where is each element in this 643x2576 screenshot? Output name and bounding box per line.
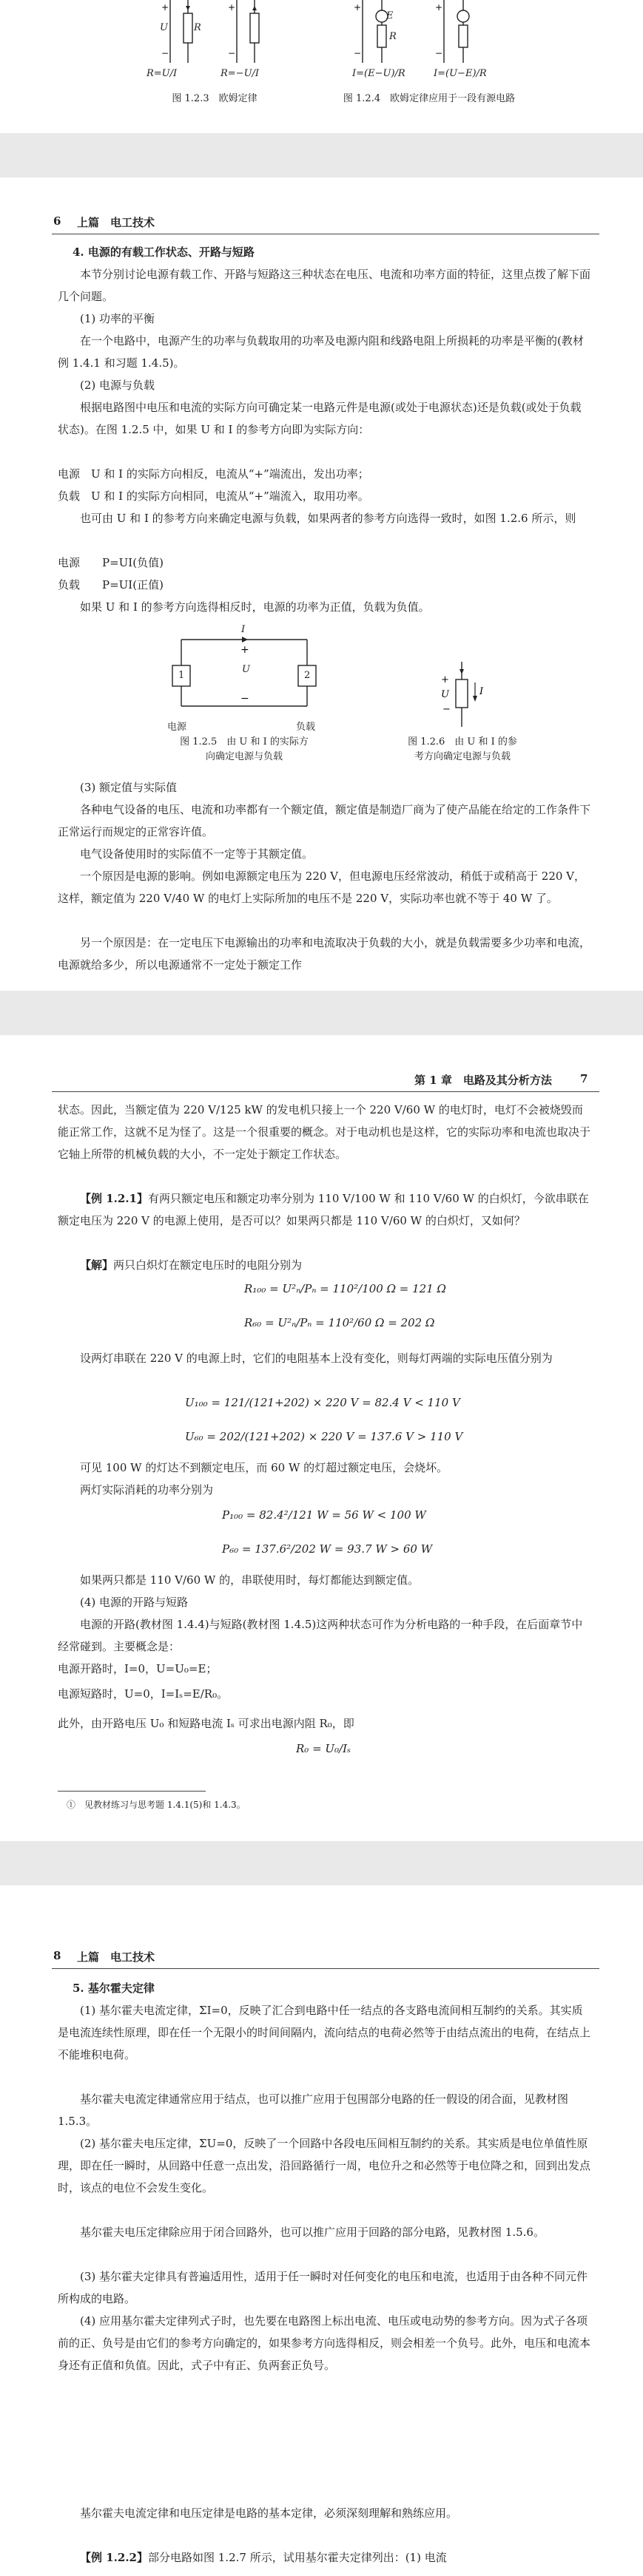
subheading: (3) 额定值与实际值 [80,781,178,794]
example-label: 【例 1.2.1】 [80,1192,148,1205]
fig-1-2-4-caption: 图 1.2.4 欧姆定律应用于一段有源电路 [343,93,516,104]
fig-1-2-4-formula-left: I=(E−U)/R [352,68,405,79]
page-header-title: 上篇 电工技术 [77,1950,155,1964]
subheading: (4) 电源的开路与短路 [80,1596,189,1609]
fig-1-2-3-left-circuit [155,0,215,67]
fig-1-2-4-label-e: E [386,10,394,21]
paragraph: 在一个电路中，电源产生的功率与负载取用的功率及电源内阻和线路电阻上所损耗的功率是平衡的(教材例 1.4.1 和习题 1.4.5)。 [58,334,584,370]
example [58,1187,590,1232]
section-heading: 5. 基尔霍夫定律 [73,1982,155,1995]
fig-1-2-5-box-1: 1 [178,670,185,681]
solution [58,1254,590,1276]
page-separator [0,991,643,1035]
paragraph: 状态。因此，当额定值为 220 V/125 kW 的发电机只接上一个 220 V/60 W 的电灯时，电灯不会被烧毁而能正常工作，这就不足为怪了。这是一个很重要的概念。对于电动机也是这样，它的实际功率和电流也取决于它轴上所带的机械负载的大小，不一定处于额定工作状态。 [58,1103,591,1161]
paragraph: 可见 100 W 的灯达不到额定电压，而 60 W 的灯超过额定电压，会烧坏。 [80,1461,448,1474]
equation-r60: R₆₀ = U²ₙ/Pₙ = 110²/60 Ω = 202 Ω [244,1316,435,1329]
page-header-number: 8 [53,1949,61,1962]
paragraph: (1) 基尔霍夫电流定律，ΣI=0，反映了汇合到电路中任一结点的各支路电流间相互制约的关系。其实质是电流连续性原理，即在任一个无限小的时间间隔内，流向结点的电荷必然等于由结点流出的电荷，在结点上不能堆积电荷。 [58,2004,591,2061]
paragraph: 电源短路时，U=0，I=Iₛ=E/R₀。 [58,1687,229,1701]
paragraph: (4) 应用基尔霍夫定律列式子时，也先要在电路图上标出电流、电压或电动势的参考方向。因为式子各项前的正、负号是由它们的参考方向确定的，如果参考方向选得相反，则会相差一个负号。此外，电压和电流本身还有正值和负值。因此，式子中有正、负两套正负号。 [58,2314,591,2372]
footnote-rule [58,1791,206,1792]
page-header-title: 上篇 电工技术 [77,216,155,229]
paragraph: 另一个原因是：在一定电压下电源输出的功率和电流取决于负载的大小，就是负载需要多少功率和电流，电源就给多少，所以电源通常不一定处于额定工作 [58,936,591,972]
fig-1-2-3-formula-right: R=−U/I [220,68,260,79]
paragraph: 一个原因是电源的影响。例如电源额定电压为 220 V，但电源电压经常波动，稍低于或稍高于 220 V，这样，额定值为 220 V/40 W 的电灯上实际所加的电压不是 220 V，实际功率也就不等于 40 W 了。 [58,870,586,905]
fig-1-2-6-caption: 图 1.2.6 由 U 和 I 的参考方向确定电源与负载 [408,736,517,762]
solution-label: 【解】 [80,1258,114,1272]
paragraph: 也可由 U 和 I 的参考方向来确定电源与负载，如果两者的参考方向选得一致时，如图 1.2.6 所示，则 [80,512,576,525]
svg-text:+: + [441,674,449,685]
fig-1-2-5-current-label: I [241,624,246,635]
fig-1-2-3-label-u: U [160,22,168,33]
fig-1-2-4-formula-right: I=(U−E)/R [434,68,487,79]
paragraph: 此外，由开路电压 U₀ 和短路电流 Iₛ 可求出电源内阻 R₀，即 [58,1717,354,1730]
solution-text: 两只白炽灯在额定电压时的电阻分别为 [113,1258,303,1272]
fig-1-2-4-left-circuit [348,0,414,67]
equation-p100: P₁₀₀ = 82.4²/121 W = 56 W < 100 W [222,1508,426,1522]
paragraph: 如果 U 和 I 的参考方向选得相反时，电源的功率为正值，负载为负值。 [80,600,430,614]
page-header-title: 第 1 章 电路及其分析方法 [414,1074,552,1087]
paragraph: 基尔霍夫电流定律通常应用于结点，也可以推广应用于包围部分电路的任一假设的闭合面，见教材图 1.5.3。 [58,2092,569,2128]
fig-1-2-5-load-label: 负载 [296,722,316,733]
page-separator [0,133,643,177]
subheading: (1) 功率的平衡 [80,312,155,325]
fig-1-2-3-label-r: R [194,22,201,33]
svg-text:−: − [442,704,451,715]
paragraph: (3) 基尔霍夫定律具有普遍适用性，适用于任一瞬时对任何变化的电压和电流，也适用于由各种不同元件所构成的电路。 [58,2270,588,2305]
fig-1-2-6-circuit [437,662,488,728]
paragraph: 电源 P=UI(负值) [58,556,164,569]
footnote: ① 见教材练习与思考题 1.4.1(5)和 1.4.3。 [67,1800,246,1810]
svg-text:+: + [354,2,362,13]
equation-r100: R₁₀₀ = U²ₙ/Pₙ = 110²/100 Ω = 121 Ω [244,1282,446,1295]
example-text: 有两只额定电压和额定功率分别为 110 V/100 W 和 110 V/60 W 的白炽灯，今欲串联在额定电压为 220 V 的电源上使用，是否可以？如果两只都是 110 V/60 W 的白炽灯，又如何？ [58,1192,589,1227]
paragraph: 本节分别讨论电源有载工作、开路与短路这三种状态在电压、电流和功率方面的特征，这里点拨了解下面几个问题。 [58,268,591,303]
equation-u100: U₁₀₀ = 121/(121+202) × 220 V = 82.4 V < 110 V [185,1396,460,1409]
paragraph: (2) 基尔霍夫电压定律，ΣU=0，反映了一个回路中各段电压间相互制约的关系。其实质是电位单值性原理，即在任一瞬时，从回路中任意一点出发，沿回路循行一周，电位升之和必然等于电位降之和，回到出发点时，该点的电位不会发生变化。 [58,2137,591,2194]
equation-p60: P₆₀ = 137.6²/202 W = 93.7 W > 60 W [222,1542,433,1556]
paragraph: 电源的开路(教材图 1.4.4)与短路(教材图 1.4.5)这两种状态可作为分析电路的一种手段，在后面章节中经常碰到。主要概念是： [58,1618,583,1653]
svg-text:I: I [479,686,484,697]
equation-u60: U₆₀ = 202/(121+202) × 220 V = 137.6 V > 110 V [185,1430,463,1443]
paragraph: 电源开路时，I=0，U=U₀=E； [58,1662,218,1675]
example-label: 【例 1.2.2】 [80,2551,148,2564]
svg-text:−: − [161,48,169,58]
header-rule [52,1091,599,1092]
paragraph: 基尔霍夫电流定律和电压定律是电路的基本定律，必须深刻理解和熟练应用。 [80,2506,458,2520]
paragraph: 负载 U 和 I 的实际方向相同，电流从“+”端流入，取用功率。 [58,489,369,503]
fig-1-2-4-label-r: R [389,31,397,42]
svg-text:−: − [240,693,249,705]
header-rule [52,1968,599,1969]
fig-1-2-5-box-2: 2 [304,670,311,681]
fig-1-2-5-caption: 图 1.2.5 由 U 和 I 的实际方向确定电源与负载 [180,736,309,762]
fig-1-2-5-source-label: 电源 [167,722,187,733]
paragraph: 基尔霍夫电压定律除应用于闭合回路外，也可以推广应用于回路的部分电路，见教材图 1.5.6。 [80,2226,545,2239]
svg-text:+: + [161,2,169,13]
paragraph: 如果两只都是 110 V/60 W 的，串联使用时，每灯都能达到额定值。 [80,1573,420,1587]
paragraph: 两灯实际消耗的功率分别为 [80,1483,214,1497]
fig-1-2-5-voltage-label: U [242,664,250,675]
fig-1-2-4-right-circuit [429,0,496,67]
paragraph: 设两灯串联在 220 V 的电源上时，它们的电阻基本上没有变化，则每灯两端的实际电压值分别为 [80,1352,553,1365]
fig-1-2-3-formula-left: R=U/I [147,68,178,79]
svg-text:U: U [441,689,449,700]
svg-text:−: − [435,48,443,58]
svg-text:+: + [228,2,236,13]
page-header-number: 6 [53,214,61,228]
paragraph: 各种电气设备的电压、电流和功率都有一个额定值，额定值是制造厂商为了使产品能在给定的工作条件下正常运行而规定的正常容许值。 [58,803,591,838]
paragraph: 电源 U 和 I 的实际方向相反，电流从“+”端流出，发出功率； [58,467,369,481]
example [58,2546,590,2569]
svg-text:+: + [435,2,443,13]
fig-1-2-3-right-circuit [222,0,281,67]
paragraph: 负载 P=UI(正值) [58,578,164,592]
section-heading: 4. 电源的有载工作状态、开路与短路 [73,245,255,259]
equation-r0: R₀ = U₀/Iₛ [296,1742,351,1755]
page-separator [0,1841,643,1885]
paragraph: 电气设备使用时的实际值不一定等于其额定值。 [80,847,314,861]
subheading: (2) 电源与负载 [80,379,155,392]
paragraph: 根据电路图中电压和电流的实际方向可确定某一电路元件是电源(或处于电源状态)还是负载(或处于负载状态)。在图 1.2.5 中，如果 U 和 I 的参考方向即为实际方向： [58,401,582,436]
svg-text:−: − [228,48,236,58]
svg-text:−: − [354,48,362,58]
svg-text:+: + [240,644,249,656]
page-header-number: 7 [580,1072,588,1085]
fig-1-2-3-caption: 图 1.2.3 欧姆定律 [172,93,257,104]
example-text: 部分电路如图 1.2.7 所示，试用基尔霍夫定律列出：(1) 电流 [147,2551,447,2564]
